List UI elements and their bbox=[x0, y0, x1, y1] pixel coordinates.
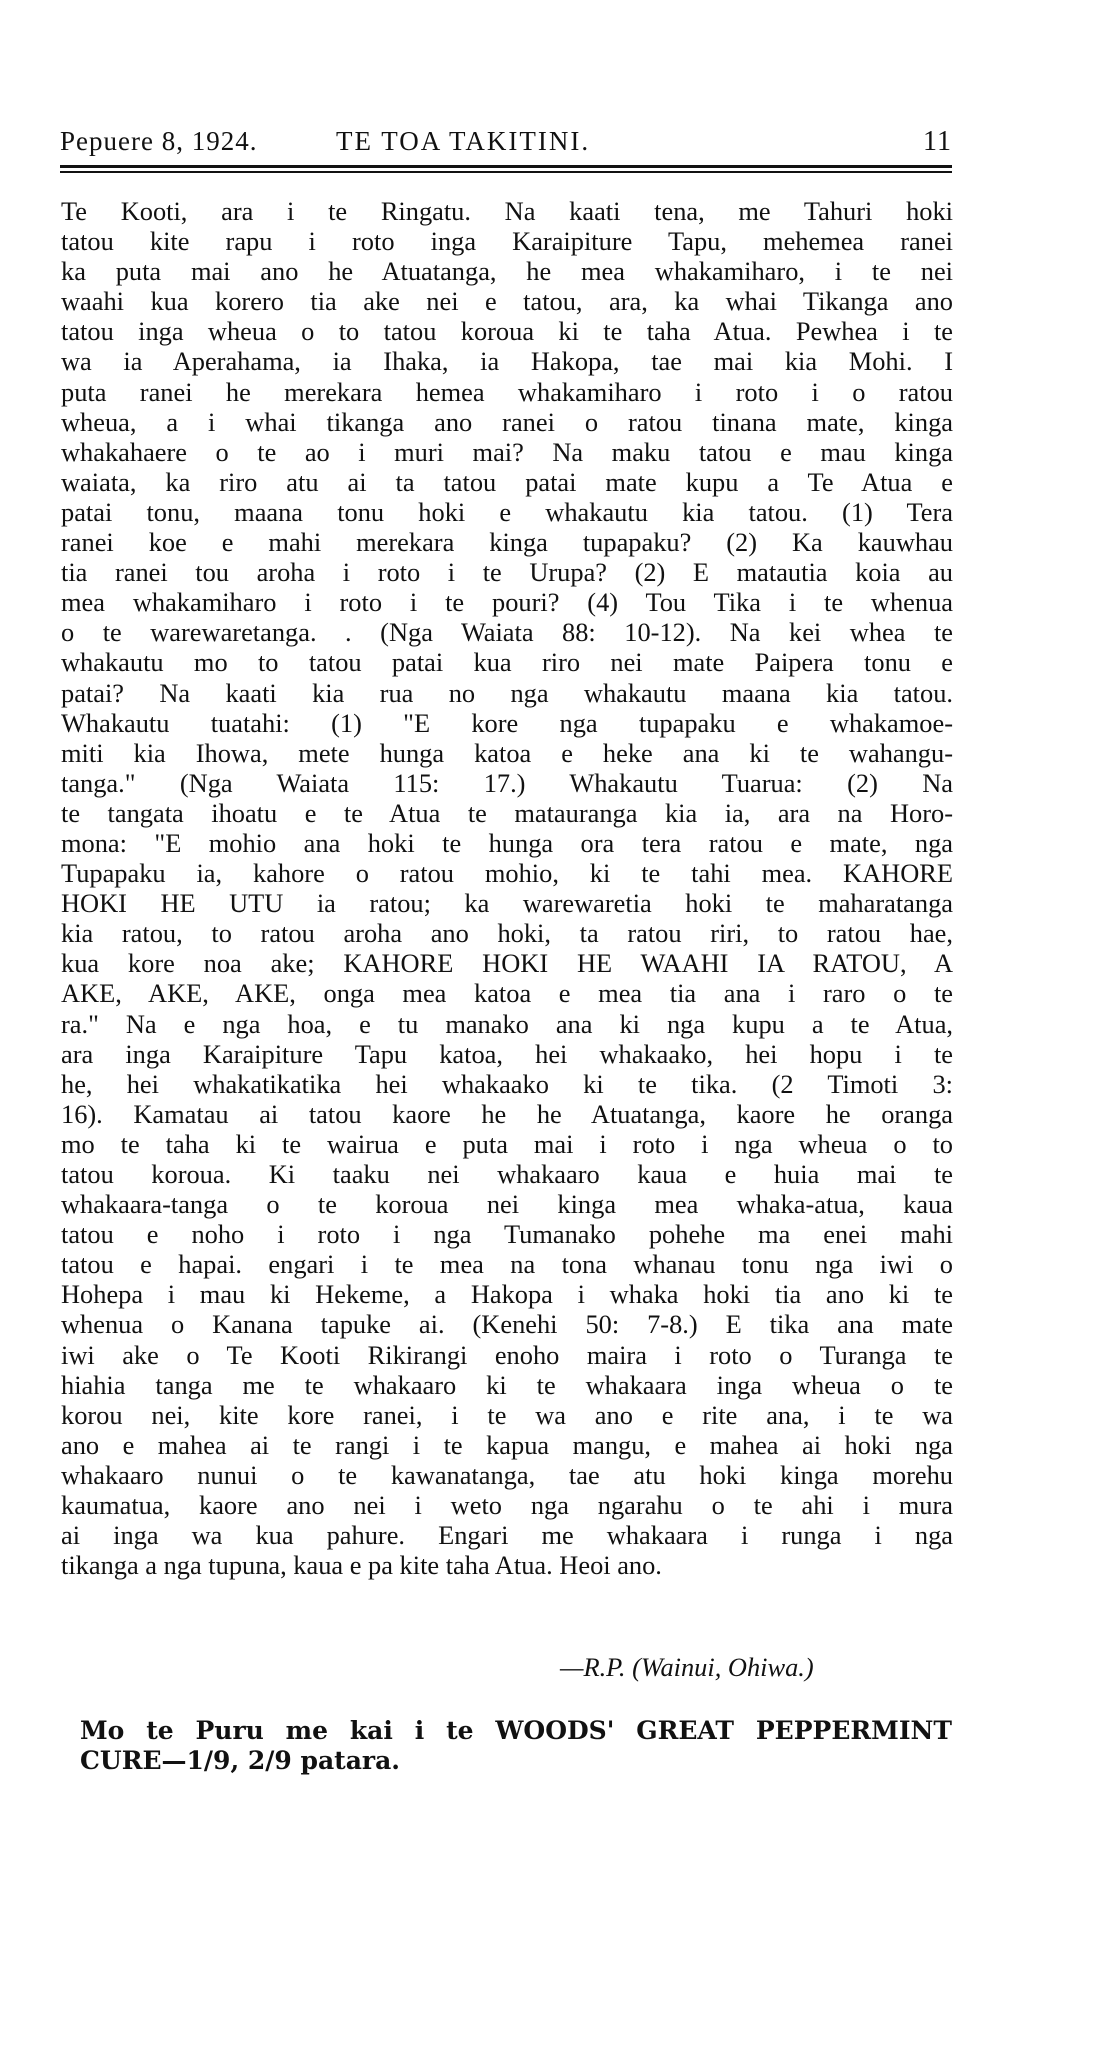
article-line: Whakautu tuatahi: (1) "E kore nga tupapaku e whakamoe- bbox=[61, 707, 953, 738]
article-line: he, hei whakatikatika hei whakaako ki te tika. (2 Timoti 3: bbox=[61, 1068, 953, 1099]
article-line: mo te taha ki te wairua e puta mai i roto i nga wheua o to bbox=[61, 1128, 953, 1159]
issue-date: Pepuere 8, 1924. bbox=[60, 126, 258, 156]
header-rule-bottom bbox=[60, 171, 952, 173]
article-line: HOKI HE UTU ia ratou; ka warewaretia hoki te maharatanga bbox=[61, 888, 953, 919]
article-line: Hohepa i mau ki Hekeme, a Hakopa i whaka hoki tia ano ki te bbox=[61, 1279, 953, 1310]
article-line: ranei koe e mahi merekara kinga tupapaku? (2) Ka kauwhau bbox=[61, 527, 953, 558]
page-number: 11 bbox=[923, 126, 952, 157]
article-line: waiata, ka riro atu ai ta tatou patai mate kupu a Te Atua e bbox=[61, 466, 953, 497]
article-signature: —R.P. (Wainui, Ohiwa.) bbox=[560, 1652, 814, 1682]
article-line: Te Kooti, ara i te Ringatu. Na kaati tena, me Tahuri hoki bbox=[61, 196, 953, 226]
article-body bbox=[61, 196, 953, 1580]
article-line: ai inga wa kua pahure. Engari me whakaara i runga i nga bbox=[61, 1520, 953, 1551]
article-line: ara inga Karaipiture Tapu katoa, hei whakaako, hei hopu i te bbox=[61, 1038, 953, 1069]
article-line: 16). Kamatau ai tatou kaore he he Atuatanga, kaore he oranga bbox=[61, 1098, 953, 1129]
article-line: mona: "E mohio ana hoki te hunga ora tera ratou e mate, nga bbox=[61, 827, 953, 858]
article-line: kia ratou, to ratou aroha ano hoki, ta ratou riri, to ratou hae, bbox=[61, 918, 953, 949]
article-line: tatou koroua. Ki taaku nei whakaaro kaua e huia mai te bbox=[61, 1159, 953, 1189]
article-line: ano e mahea ai te rangi i te kapua mangu, e mahea ai hoki nga bbox=[61, 1429, 953, 1460]
article-line: ra." Na e nga hoa, e tu manako ana ki nga kupu a te Atua, bbox=[61, 1008, 953, 1039]
article-line: tikanga a nga tupuna, kaua e pa kite taha Atua. Heoi ano. bbox=[61, 1550, 662, 1581]
article-line: ka puta mai ano he Atuatanga, he mea whakamiharo, i te nei bbox=[61, 256, 953, 287]
article-line: whakaaro nunui o te kawanatanga, tae atu hoki kinga morehu bbox=[61, 1459, 953, 1490]
article-line: wheua, a i whai tikanga ano ranei o ratou tinana mate, kinga bbox=[61, 406, 953, 437]
article-line: Tupapaku ia, kahore o ratou mohio, ki te tahi mea. KAHORE bbox=[61, 858, 953, 889]
advert-line: CURE—1/9, 2/9 patara. bbox=[80, 1746, 400, 1775]
article-line: patai tonu, maana tonu hoki e whakautu kia tatou. (1) Tera bbox=[61, 496, 953, 527]
article-line: tia ranei tou aroha i roto i te Urupa? (2) E matautia koia au bbox=[61, 557, 953, 588]
header-rule-top bbox=[60, 165, 952, 168]
article-line: o te warewaretanga. . (Nga Waiata 88: 10-12). Na kei whea te bbox=[61, 617, 953, 648]
article-line: mea whakamiharo i roto i te pouri? (4) Tou Tika i te whenua bbox=[61, 587, 953, 618]
page-header bbox=[60, 118, 952, 162]
article-line: puta ranei he merekara hemea whakamiharo i roto i o ratou bbox=[61, 376, 953, 407]
article-line: waahi kua korero tia ake nei e tatou, ara, ka whai Tikanga ano bbox=[61, 286, 953, 317]
article-line: tatou kite rapu i roto inga Karaipiture Tapu, mehemea ranei bbox=[61, 226, 953, 257]
article-line: whakautu mo to tatou patai kua riro nei mate Paipera tonu e bbox=[61, 647, 953, 678]
article-line: te tangata ihoatu e te Atua te matauranga kia ia, ara na Horo- bbox=[61, 797, 953, 828]
advert-line: Mo te Puru me kai i te WOODS' GREAT PEPPERMINT bbox=[80, 1716, 952, 1745]
article-line: wa ia Aperahama, ia Ihaka, ia Hakopa, tae mai kia Mohi. I bbox=[61, 346, 953, 377]
article-line: whakahaere o te ao i muri mai? Na maku tatou e mau kinga bbox=[61, 436, 953, 467]
article-line: tatou e hapai. engari i te mea na tona whanau tonu nga iwi o bbox=[61, 1249, 953, 1280]
article-line: hiahia tanga me te whakaaro ki te whakaara inga wheua o te bbox=[61, 1369, 953, 1400]
article-line: miti kia Ihowa, mete hunga katoa e heke ana ki te wahangu- bbox=[61, 737, 953, 768]
article-line: tatou inga wheua o to tatou koroua ki te taha Atua. Pewhea i te bbox=[61, 316, 953, 347]
article-line: AKE, AKE, AKE, onga mea katoa e mea tia ana i raro o te bbox=[61, 978, 953, 1009]
article-line: kaumatua, kaore ano nei i weto nga ngarahu o te ahi i mura bbox=[61, 1490, 953, 1521]
article-line: whenua o Kanana tapuke ai. (Kenehi 50: 7-8.) E tika ana mate bbox=[61, 1309, 953, 1340]
article-line: tanga." (Nga Waiata 115: 17.) Whakautu Tuarua: (2) Na bbox=[61, 767, 953, 798]
article-line: whakaara-tanga o te koroua nei kinga mea whaka-atua, kaua bbox=[61, 1189, 953, 1220]
advertisement bbox=[80, 1716, 952, 1776]
article-line: patai? Na kaati kia rua no nga whakautu maana kia tatou. bbox=[61, 677, 953, 708]
article-line: iwi ake o Te Kooti Rikirangi enoho maira i roto o Turanga te bbox=[61, 1339, 953, 1370]
article-line: tatou e noho i roto i nga Tumanako pohehe ma enei mahi bbox=[61, 1219, 953, 1250]
article-line: korou nei, kite kore ranei, i te wa ano e rite ana, i te wa bbox=[61, 1399, 953, 1430]
article-line: kua kore noa ake; KAHORE HOKI HE WAAHI IA RATOU, A bbox=[61, 948, 953, 979]
newspaper-title: TE TOA TAKITINI. bbox=[336, 126, 591, 156]
